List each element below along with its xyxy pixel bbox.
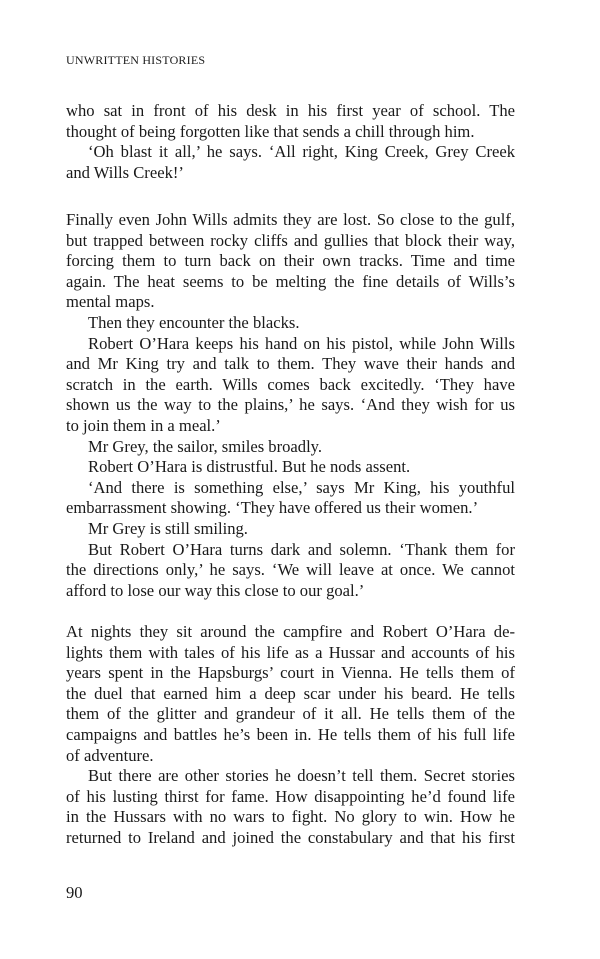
text-line: ‘And there is something else,’ says Mr King, his youthful (88, 477, 515, 497)
text-line: campaigns and battles he’s been in. He tells them of his full life (66, 724, 515, 744)
text-line: who sat in front of his desk in his first year of school. The (66, 101, 515, 120)
text-line: returned to Ireland and joined the constabulary and that his first (66, 827, 515, 847)
text-line: Robert O’Hara keeps his hand on his pistol, while John Wills (88, 333, 515, 353)
text-line: shown us the way to the plains,’ he says. ‘And they wish for us (66, 395, 515, 415)
running-head: UNWRITTEN HISTORIES (66, 53, 206, 67)
page-number: 90 (66, 883, 83, 902)
text-line: Mr Grey is still smiling. (88, 518, 248, 538)
text-line: Mr Grey, the sailor, smiles broadly. (88, 436, 323, 456)
text-line: Then they encounter the blacks. (88, 312, 300, 332)
text-line: afford to lose our way this close to our goal.’ (66, 580, 365, 600)
text-section-1 (66, 101, 515, 183)
text-line: of his lusting thirst for fame. How disappointing he’d found life (66, 786, 515, 806)
text-line: again. The heat seems to be melting the fine details of Wills’s (66, 271, 515, 291)
text-line: years spent in the Hapsburgs’ court in Vienna. He tells them of (66, 663, 515, 683)
text-line: scratch in the earth. Wills comes back excitedly. ‘They have (66, 374, 515, 394)
text-line: Robert O’Hara is distrustful. But he nods assent. (88, 457, 411, 477)
text-section-2 (66, 210, 515, 601)
text-section-3 (66, 622, 515, 849)
text-line: But there are other stories he doesn’t tell them. Secret stories (88, 766, 515, 786)
text-line: and Mr King try and talk to them. They wave their hands and (66, 354, 515, 374)
text-line: ‘Oh blast it all,’ he says. ‘All right, King Creek, Grey Creek (88, 142, 515, 162)
text-line: in the Hussars with no wars to fight. No glory to win. How he (66, 807, 515, 827)
text-line: thought of being forgotten like that sends a chill through him. (66, 121, 475, 141)
text-line: forcing them to turn back on their own tracks. Time and time (66, 251, 515, 271)
text-line: lights them with tales of his life as a Hussar and accounts of his (66, 642, 515, 662)
text-line: the duel that earned him a deep scar under his beard. He tells (66, 683, 515, 703)
text-line: Finally even John Wills admits they are lost. So close to the gulf, (66, 210, 515, 229)
text-line: them of the glitter and grandeur of it all. He tells them of the (66, 704, 515, 724)
text-line: At nights they sit around the campfire and Robert O’Hara de- (66, 622, 515, 641)
text-line: but trapped between rocky cliffs and gullies that block their way, (66, 230, 515, 250)
text-line: to join them in a meal.’ (66, 415, 221, 435)
text-line: But Robert O’Hara turns dark and solemn. ‘Thank them for (88, 539, 515, 559)
text-line: the directions only,’ he says. ‘We will leave at once. We cannot (66, 560, 515, 580)
text-line: of adventure. (66, 745, 154, 765)
text-line: and Wills Creek!’ (66, 162, 184, 182)
text-line: mental maps. (66, 292, 155, 312)
text-line: embarrassment showing. ‘They have offered us their women.’ (66, 498, 479, 518)
